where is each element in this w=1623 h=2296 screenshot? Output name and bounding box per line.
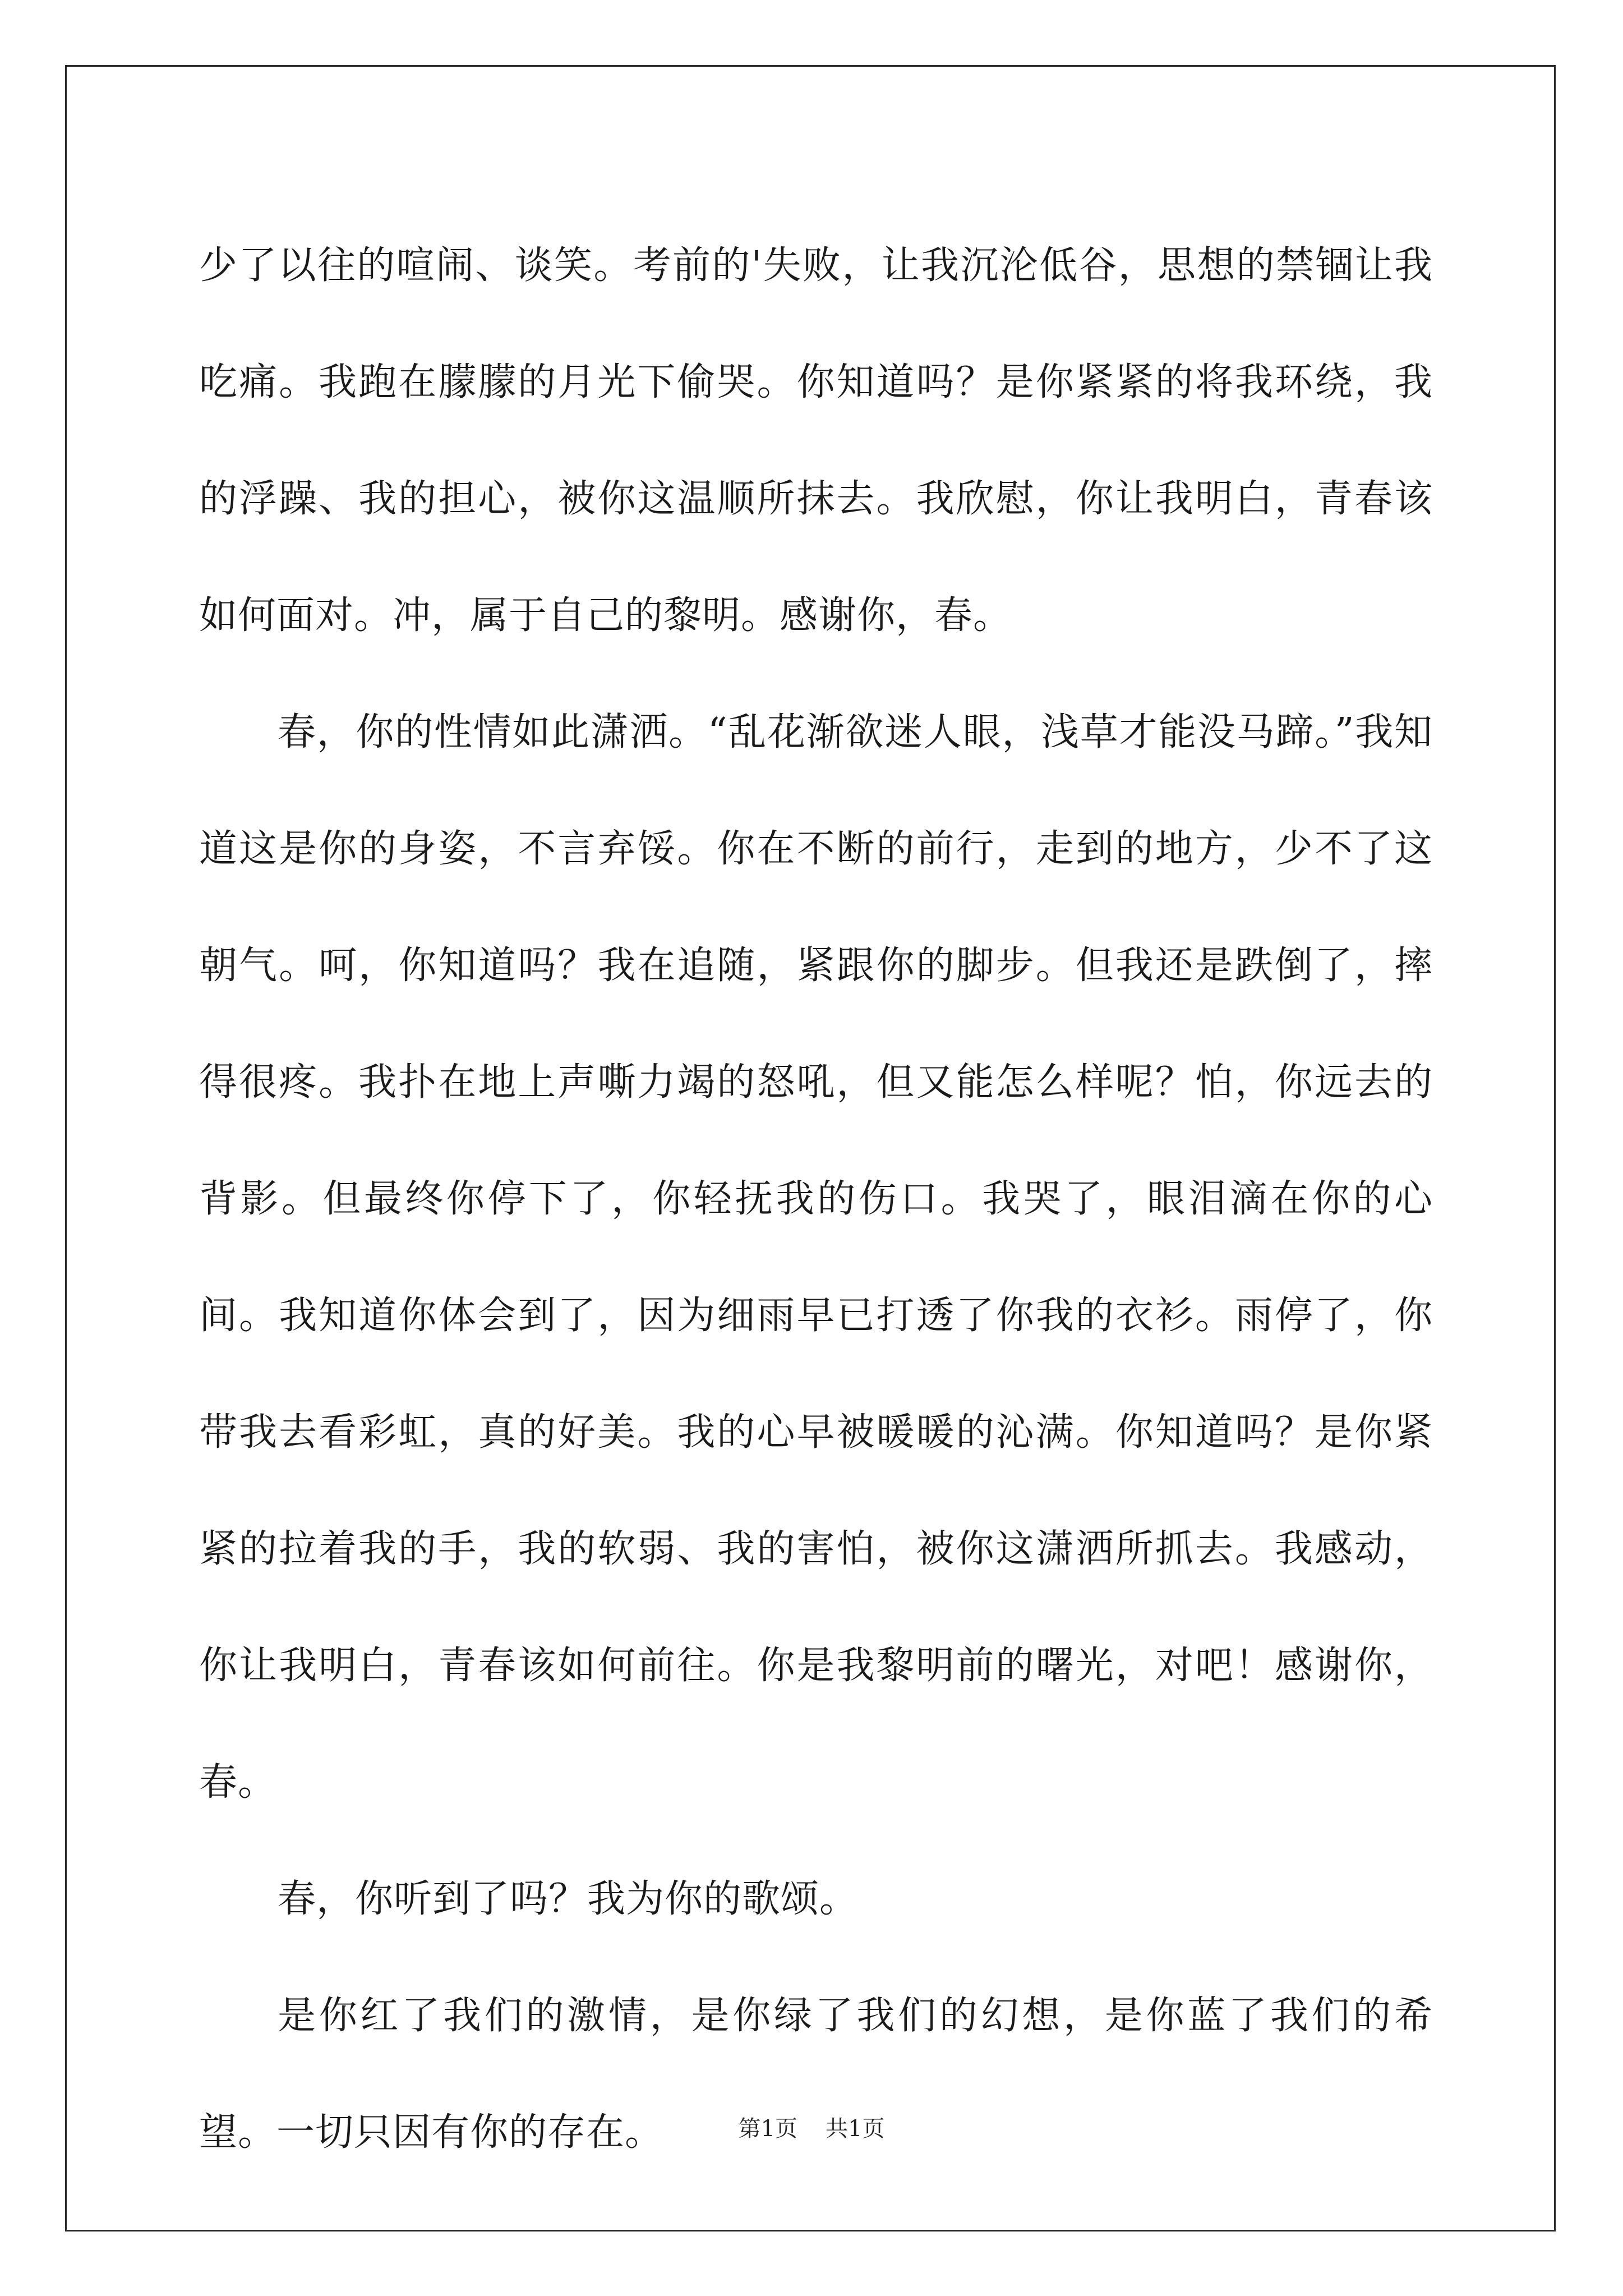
page-number-total: 共1页 bbox=[826, 2116, 885, 2142]
page-footer bbox=[0, 2115, 1623, 2143]
page-number-current: 第1页 bbox=[738, 2116, 797, 2142]
document-body bbox=[199, 208, 1433, 2191]
paragraph-2: 春，你的性情如此潇洒。“乱花渐欲迷人眼，浅草才能没马蹄。”我知道这是你的身姿，不言弃馁。你在不断的前行，走到的地方，少不了这朝气。呵，你知道吗？我在追随，紧跟你的脚步。但我还是跌倒了，摔得很疼。我扑在地上声嘶力竭的怒吼，但又能怎么样呢？怕，你远去的背影。但最终你停下了，你轻抚我的伤口。我哭了，眼泪滴在你的心间。我知道你体会到了，因为细雨早已打透了你我的衣衫。雨停了，你带我去看彩虹，真的好美。我的心早被暖暖的沁满。你知道吗？是你紧紧的拉着我的手，我的软弱、我的害怕，被你这潇洒所抓去。我感动，你让我明白，青春该如何前往。你是我黎明前的曙光，对吧！感谢你，春。 bbox=[199, 710, 1433, 1805]
paragraph-4: 是你红了我们的激情，是你绿了我们的幻想，是你蓝了我们的希望。一切只因有你的存在。 bbox=[199, 1994, 1433, 2155]
paragraph-3: 春，你听到了吗？我为你的歌颂。 bbox=[278, 1877, 859, 1921]
paragraph-1: 少了以往的喧闹、谈笑。考前的'失败，让我沉沦低谷，思想的禁锢让我吃痛。我跑在朦朦的月光下偷哭。你知道吗？是你紧紧的将我环绕，我的浮躁、我的担心，被你这温顺所抹去。我欣慰，你让我明白，青春该如何面对。冲，属于自己的黎明。感谢你，春。 bbox=[199, 243, 1433, 638]
